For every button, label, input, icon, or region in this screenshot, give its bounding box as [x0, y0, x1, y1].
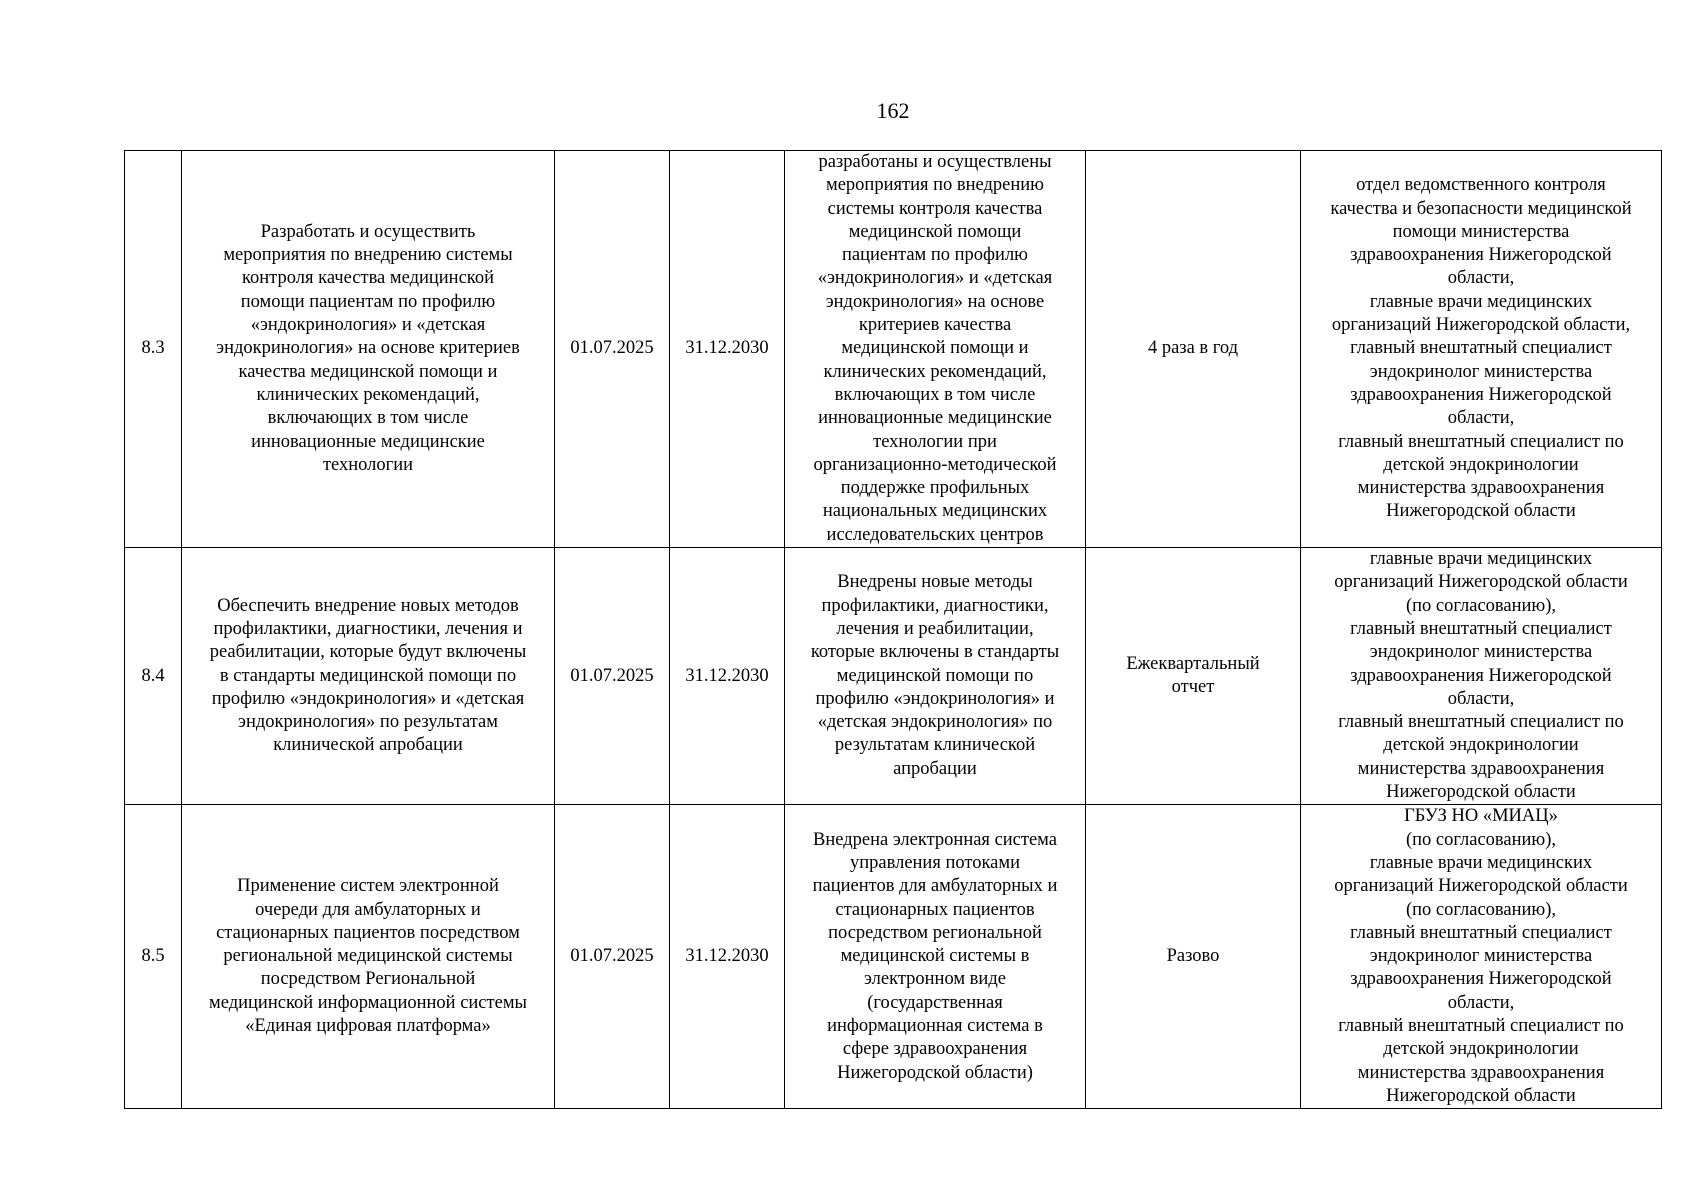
- result-cell: Внедрены новые методы профилактики, диагностики, лечения и реабилитации, которые включены в стандарты медицинской помощи по профилю «эндокринология» и «детская эндокринология» по результатам клинической апробации: [785, 548, 1086, 805]
- end-date-cell: 31.12.2030: [670, 805, 785, 1109]
- activity-name-cell: Применение систем электронной очереди для амбулаторных и стационарных пациентов посредством региональной медицинской системы посредством Региональной медицинской информационной системы «Единая цифровая платформа»: [182, 805, 555, 1109]
- table-row: [125, 151, 1662, 548]
- end-date-cell: 31.12.2030: [670, 548, 785, 805]
- frequency-cell: Разово: [1086, 805, 1301, 1109]
- result-cell: разработаны и осуществлены мероприятия по внедрению системы контроля качества медицинской помощи пациентам по профилю «эндокринология» и «детская эндокринология» на основе критериев качества медицинской помощи и клинических рекомендаций, включающих в том числе инновационные медицинские технологии при организационно-методической поддержке профильных национальных медицинских исследовательских центров: [785, 151, 1086, 548]
- result-cell: Внедрена электронная система управления потоками пациентов для амбулаторных и стационарных пациентов посредством региональной медицинской системы в электронном виде (государственная информационная система в сфере здравоохранения Нижегородской области): [785, 805, 1086, 1109]
- start-date-cell: 01.07.2025: [555, 548, 670, 805]
- table-row: [125, 548, 1662, 805]
- activity-name-cell: Разработать и осуществить мероприятия по внедрению системы контроля качества медицинской помощи пациентам по профилю «эндокринология» и «детская эндокринология» на основе критериев качества медицинской помощи и клинических рекомендаций, включающих в том числе инновационные медицинские технологии: [182, 151, 555, 548]
- row-number-cell: 8.4: [125, 548, 182, 805]
- responsible-cell: главные врачи медицинских организаций Нижегородской области (по согласованию), главный внештатный специалист эндокринолог министерства здравоохранения Нижегородской области, главный внештатный специалист по детской эндокринологии министерства здравоохранения Нижегородской области: [1301, 548, 1662, 805]
- responsible-cell: ГБУЗ НО «МИАЦ» (по согласованию), главные врачи медицинских организаций Нижегородской области (по согласованию), главный внештатный специалист эндокринолог министерства здравоохранения Нижегородской области, главный внештатный специалист по детской эндокринологии министерства здравоохранения Нижегородской области: [1301, 805, 1662, 1109]
- frequency-cell: 4 раза в год: [1086, 151, 1301, 548]
- start-date-cell: 01.07.2025: [555, 805, 670, 1109]
- activity-name-cell: Обеспечить внедрение новых методов профилактики, диагностики, лечения и реабилитации, которые будут включены в стандарты медицинской помощи по профилю «эндокринология» и «детская эндокринология» по результатам клинической апробации: [182, 548, 555, 805]
- row-number-cell: 8.3: [125, 151, 182, 548]
- end-date-cell: 31.12.2030: [670, 151, 785, 548]
- action-plan-table: [124, 150, 1662, 1109]
- page-number: 162: [876, 98, 910, 123]
- table-row: [125, 805, 1662, 1109]
- row-number-cell: 8.5: [125, 805, 182, 1109]
- start-date-cell: 01.07.2025: [555, 151, 670, 548]
- frequency-cell: Ежеквартальный отчет: [1086, 548, 1301, 805]
- responsible-cell: отдел ведомственного контроля качества и безопасности медицинской помощи министерства здравоохранения Нижегородской области, главные врачи медицинских организаций Нижегородской области, главный внештатный специалист эндокринолог министерства здравоохранения Нижегородской области, главный внештатный специалист по детской эндокринологии министерства здравоохранения Нижегородской области: [1301, 151, 1662, 548]
